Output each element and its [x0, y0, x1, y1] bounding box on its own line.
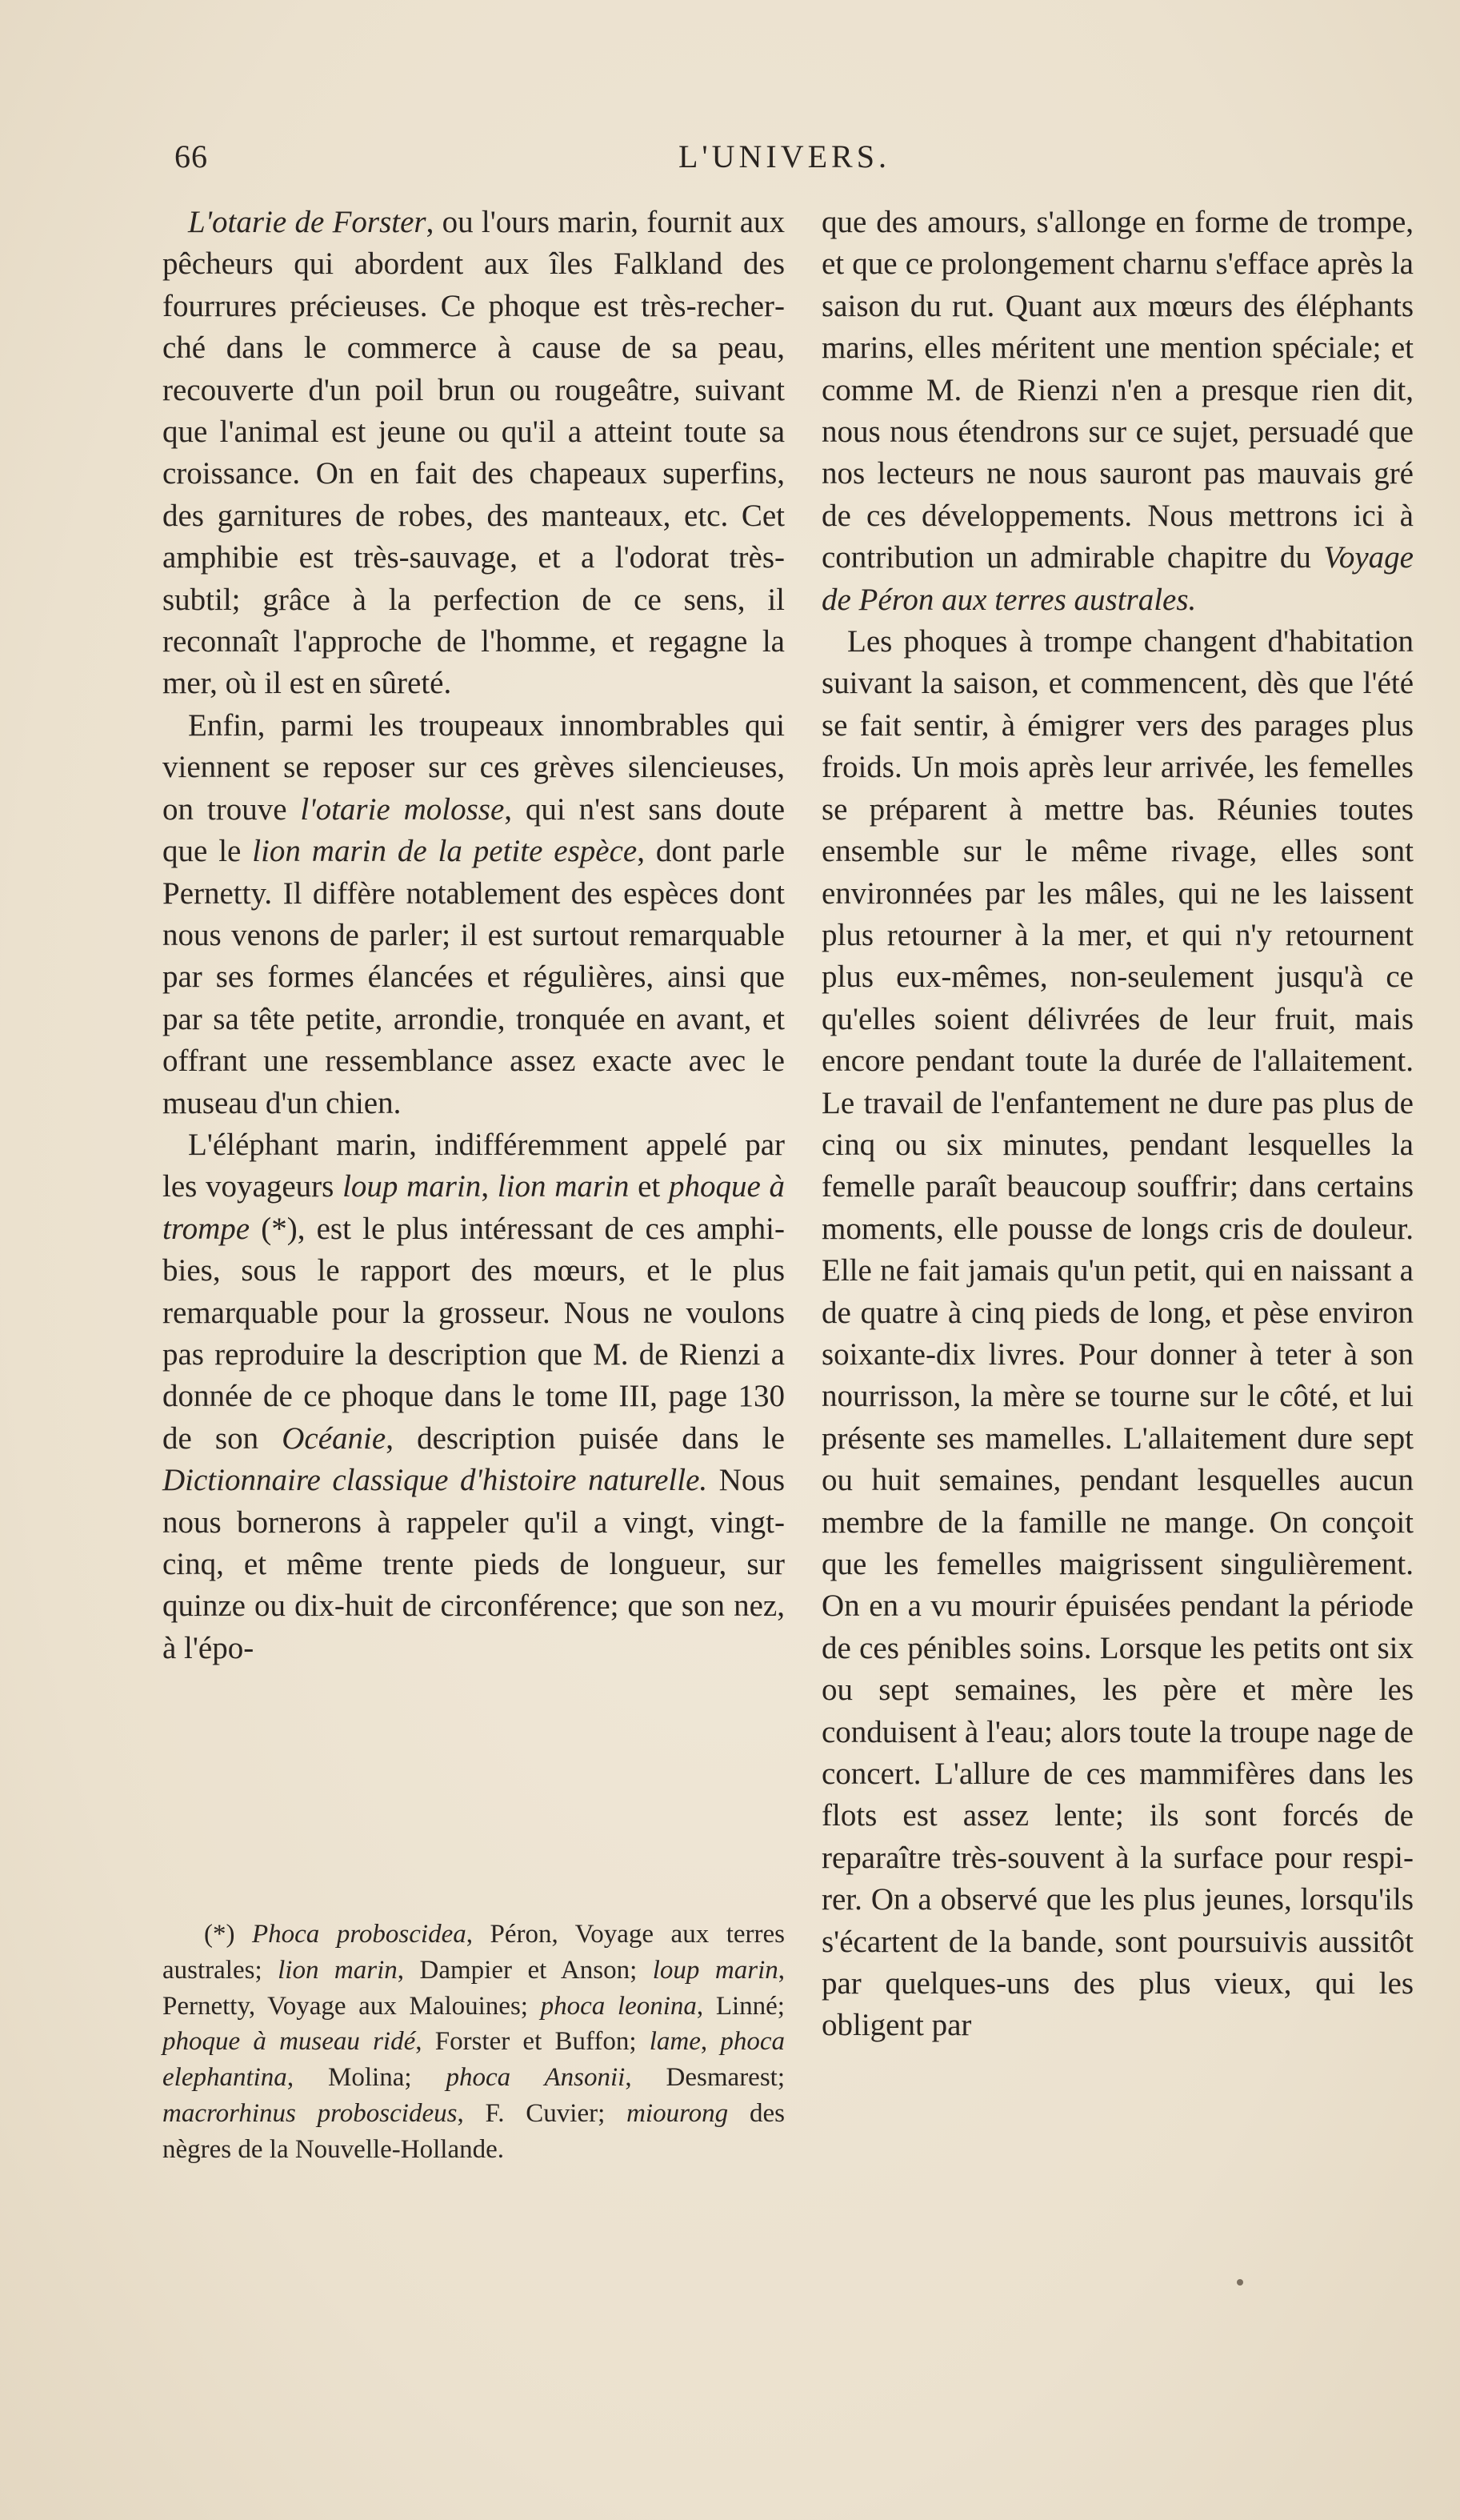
italic-run: lion marin de la petite espèce: [252, 834, 638, 869]
text-run: , dont parle Pernetty. Il diffère notablement des espèces dont nous venons de parler; il est surtout remarquable par ses formes élancées et régulières, ainsi que par sa tête petite, arrondie, tronquée en avant, et offrant une ressemblance assez exacte avec le museau d'un chien.: [162, 834, 785, 1120]
footnote: [162, 1917, 785, 2168]
text-run: que des amours, s'allonge en forme de trompe, et que ce prolongement charnu s'efface après la saison du rut. Quant aux mœurs des éléphants marins, elles méritent une mention spéciale; et comme M. de Rienzi n'en a presque rien dit, nous nous étendrons sur ce sujet, persuadé que nos lecteurs ne nous sauront pas mauvais gré de ces développements. Nous mettrons ici à contribution un admirable chapitre du: [822, 205, 1414, 575]
italic-run: loup marin: [342, 1169, 482, 1204]
italic-run: phoca leonina: [540, 1991, 697, 2021]
paragraph-continued: [822, 202, 1414, 621]
text-run: L'éléphant marin, indifféremment appelé par les voyageurs: [162, 1127, 785, 1204]
text-run: , Péron, Voyage aux terres australes;: [162, 1920, 785, 1985]
paragraph-phoques-a-trompe: [822, 621, 1414, 2047]
text-run: , Pernetty, Voyage aux Malouines;: [162, 1955, 785, 2021]
paragraph-otarie-forster: [162, 202, 785, 705]
ink-dot: [1237, 2279, 1243, 2286]
page-header: [174, 138, 1422, 186]
italic-run: phoca Ansonii: [446, 2063, 626, 2093]
italic-run: l'otarie molosse: [300, 791, 505, 827]
running-title: L'UNIVERS.: [678, 138, 890, 174]
text-run: , Molina;: [286, 2063, 446, 2093]
text-run: , description puisée dans le: [386, 1420, 785, 1456]
italic-run: phoca elephantina: [162, 2027, 785, 2093]
text-run: Nous nous bornerons à rappeler qu'il a vingt, vingt-cinq, et même trente pieds de longueur, sur quinze ou dix-huit de circonférence; que son nez, à l'épo-: [162, 1463, 785, 1665]
text-run: , Forster et Buffon;: [415, 2027, 650, 2057]
italic-run: L'otarie de Forster: [188, 205, 426, 239]
italic-run: macrorhinus proboscideus: [162, 2098, 458, 2128]
italic-run: loup marin: [652, 1955, 778, 1985]
footnote-text: [162, 1917, 785, 2168]
text-run: Enfin, parmi les troupeaux innombrables qui viennent se reposer sur ces grèves silencieuses, on trouve: [162, 707, 785, 827]
page-number: 66: [174, 138, 208, 174]
text-run: , ou l'ours marin, fournit aux pêcheurs qui abordent aux îles Falkland des fourrures précieuses. Ce phoque est très-recherché dans le commerce à cause de sa peau, recouverte d'un poil brun ou rougeâtre, suivant que l'animal est jeune ou qu'il a atteint toute sa croissance. On en fait des chapeaux superfins, des garnitures de robes, des manteaux, etc. Cet amphibie est très-sauvage, et a l'odorat très-subtil; grâce à la perfection de ce sens, il reconnaît l'approche de l'homme, et regagne la mer, où il est en sûreté.: [162, 205, 786, 701]
italic-run: miourong: [626, 2098, 729, 2128]
text-run: Les phoques à trompe changent d'habitation suivant la saison, et commencent, dès que l'été se fait sentir, à émigrer vers des parages plus froids. Un mois après leur arrivée, les femelles se préparent à mettre bas. Réunies toutes ensemble sur le même rivage, elles sont environnées par les mâles, qui ne les laissent plus retourner à la mer, et qui n'y retournent plus eux-mêmes, non-seulement jusqu'à ce qu'elles soient délivrées de leur fruit, mais encore pendant toute la durée de l'allaitement. Le travail de l'enfantement ne dure pas plus de cinq ou six minutes, pendant lesquelles la femelle paraît beaucoup souffrir; dans certains moments, elle pousse de longs cris de douleur. Elle ne fait jamais qu'un petit, qui en naissant a de quatre à cinq pieds de long, et pèse environ soixante-dix livres. Pour donner à teter à son nourrisson, la mère se tourne sur le côté, et lui présente ses mamelles. L'allaitement dure sept ou huit semaines, pendant lesquelles aucun membre de la famille ne mange. On conçoit que les femelles maigrissent singulièrement. On en a vu mourir épuisées pendant la période de ces pénibles soins. Lorsque les petits ont six ou sept semaines, les père et mère les conduisent à l'eau; alors toute la troupe nage de concert. L'allure de ces mammifères dans les flots est assez lente; ils sont forcés de reparaître très-souvent à la surface pour respirer. On a observé que les plus jeunes, lorsqu'ils s'écartent de la bande, sont poursuivis aussitôt par quelques-uns des plus vieux, qui les obligent par: [822, 624, 1414, 2043]
italic-run: Voyage de Péron aux terres australes.: [822, 540, 1414, 617]
text-run: et: [629, 1169, 669, 1204]
text-run: des nègres de la Nouvelle-Hollande.: [162, 2098, 785, 2164]
text-run: ,: [700, 2027, 721, 2057]
italic-run: lame: [649, 2027, 701, 2057]
paragraph-elephant-marin: [162, 1124, 785, 1669]
italic-run: Dictionnaire classique d'histoire naturelle.: [162, 1463, 708, 1498]
text-run: , Desmarest;: [625, 2063, 786, 2093]
italic-run: phoque à trompe: [162, 1169, 786, 1246]
text-run: , Dampier et Anson;: [397, 1955, 653, 1985]
italic-run: lion marin: [497, 1169, 630, 1204]
italic-run: lion marin: [278, 1955, 398, 1985]
italic-run: phoque à museau ridé: [162, 2027, 416, 2057]
text-run: (*), est le plus intéressant de ces amphibies, sous le rapport des mœurs, et le plus remarquable pour la grosseur. Nous ne voulons pas reproduire la description que M. de Rienzi a donnée de ce phoque dans le tome III, page 130 de son: [162, 1211, 785, 1456]
text-run: , qui n'est sans doute que le: [162, 791, 786, 869]
text-run: , F. Cuvier;: [457, 2098, 627, 2128]
left-column: [162, 202, 785, 1669]
text-run: , Linné;: [696, 1991, 785, 2021]
text-run: ,: [481, 1169, 498, 1204]
paragraph-otarie-molosse: [162, 705, 785, 1124]
italic-run: Océanie: [282, 1420, 386, 1456]
right-column: [822, 202, 1414, 2047]
italic-run: Phoca proboscidea: [252, 1920, 466, 1949]
text-run: (*): [204, 1920, 252, 1949]
